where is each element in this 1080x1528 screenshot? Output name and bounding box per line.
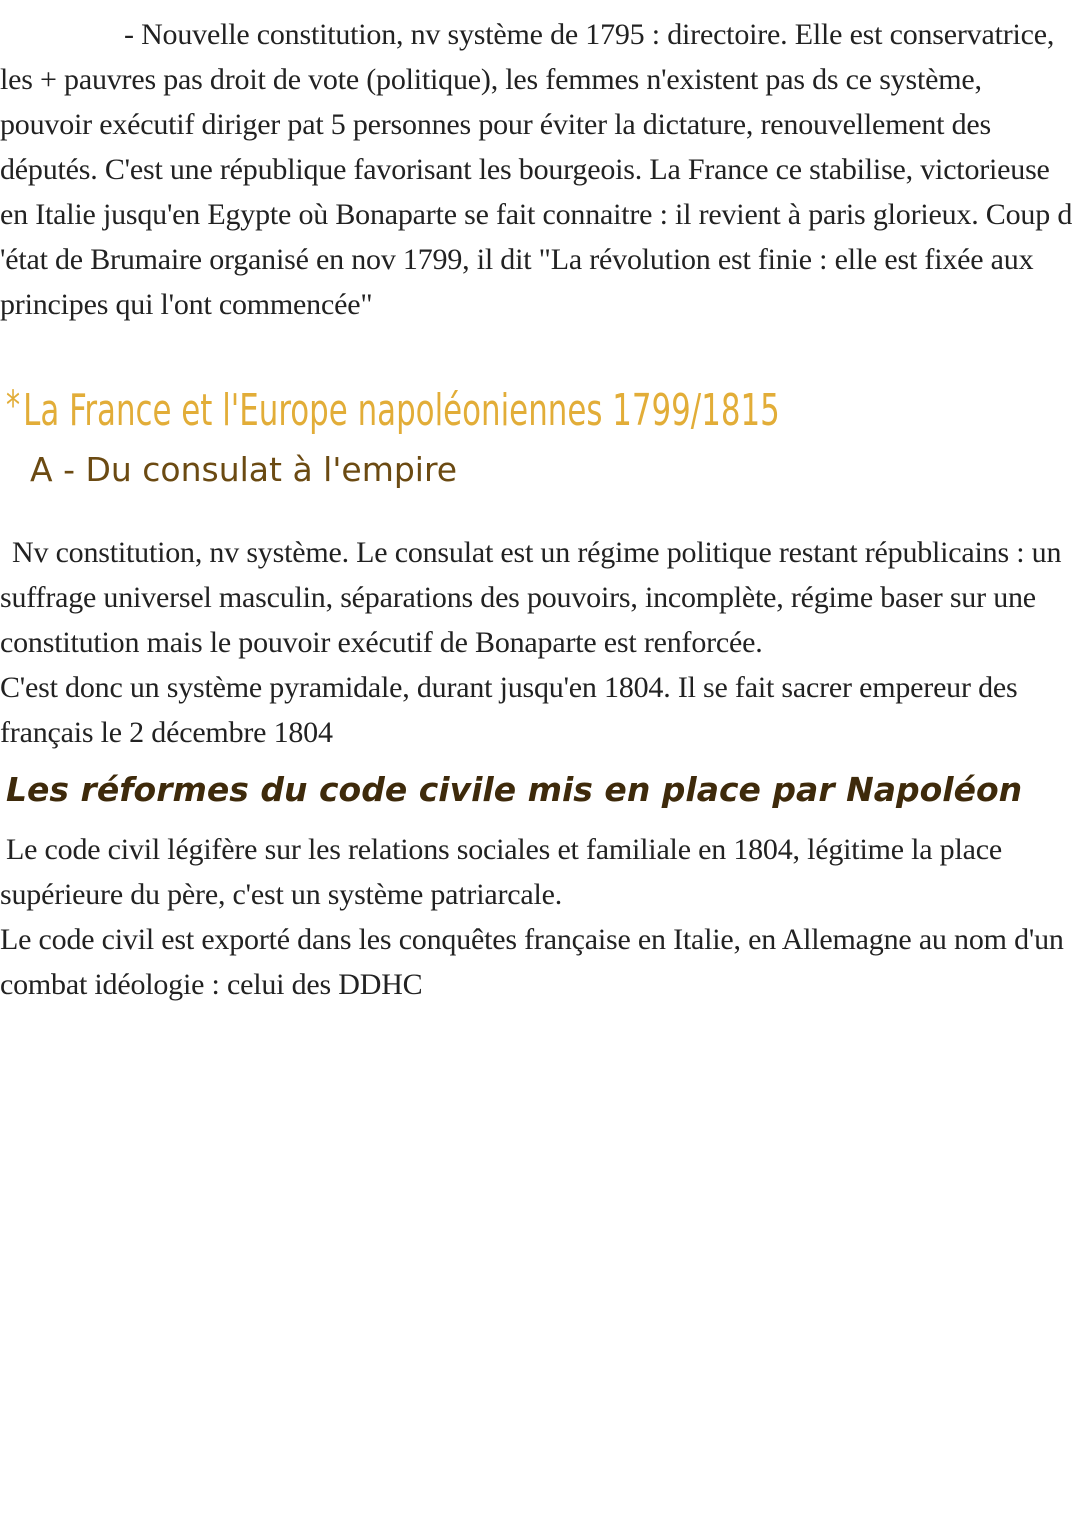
chapter-title-text: La France et l'Europe napoléoniennes 1799/1815 (23, 385, 780, 436)
intro-paragraph: - Nouvelle constitution, nv système de 1795 : directoire. Elle est conservatrice, les + pauvres pas droit de vote (politique), les femmes n'existent pas ds ce système, pouvoir exécutif diriger pat 5 personnes pour éviter la dictature, renouvellement des députés. C'est une république favorisant les bourgeois. La France ce stabilise, victorieuse en Italie jusqu'en Egypte où Bonaparte se fait connaitre : il revient à paris glorieux. Coup d 'état de Brumaire organisé en nov 1799, il dit "La révolution est finie : elle est fixée aux principes qui l'ont commencée" (0, 18, 1073, 321)
chapter-star: * (6, 383, 21, 429)
chapter-title (6, 383, 844, 440)
code-civil-title: Les réformes du code civile mis en place par Napoléon (6, 770, 1023, 809)
consulat-paragraph: Nv constitution, nv système. Le consulat est un régime politique restant républicains : un suffrage universel masculin, séparations des pouvoirs, incomplète, régime baser sur une constitution mais le pouvoir exécutif de Bonaparte est renforcée. C'est donc un système pyramidale, durant jusqu'en 1804. Il se fait sacrer empereur des français le 2 décembre 1804 (0, 536, 1062, 749)
code-civil-paragraph: Le code civil légifère sur les relations sociales et familiale en 1804, légitime la place supérieure du père, c'est un système patriarcale. Le code civil est exporté dans les conquêtes française en Italie, en Allemagne au nom d'un combat idéologie : celui des DDHC (0, 833, 1064, 1001)
section-a-title: A - Du consulat à l'empire (30, 450, 458, 489)
